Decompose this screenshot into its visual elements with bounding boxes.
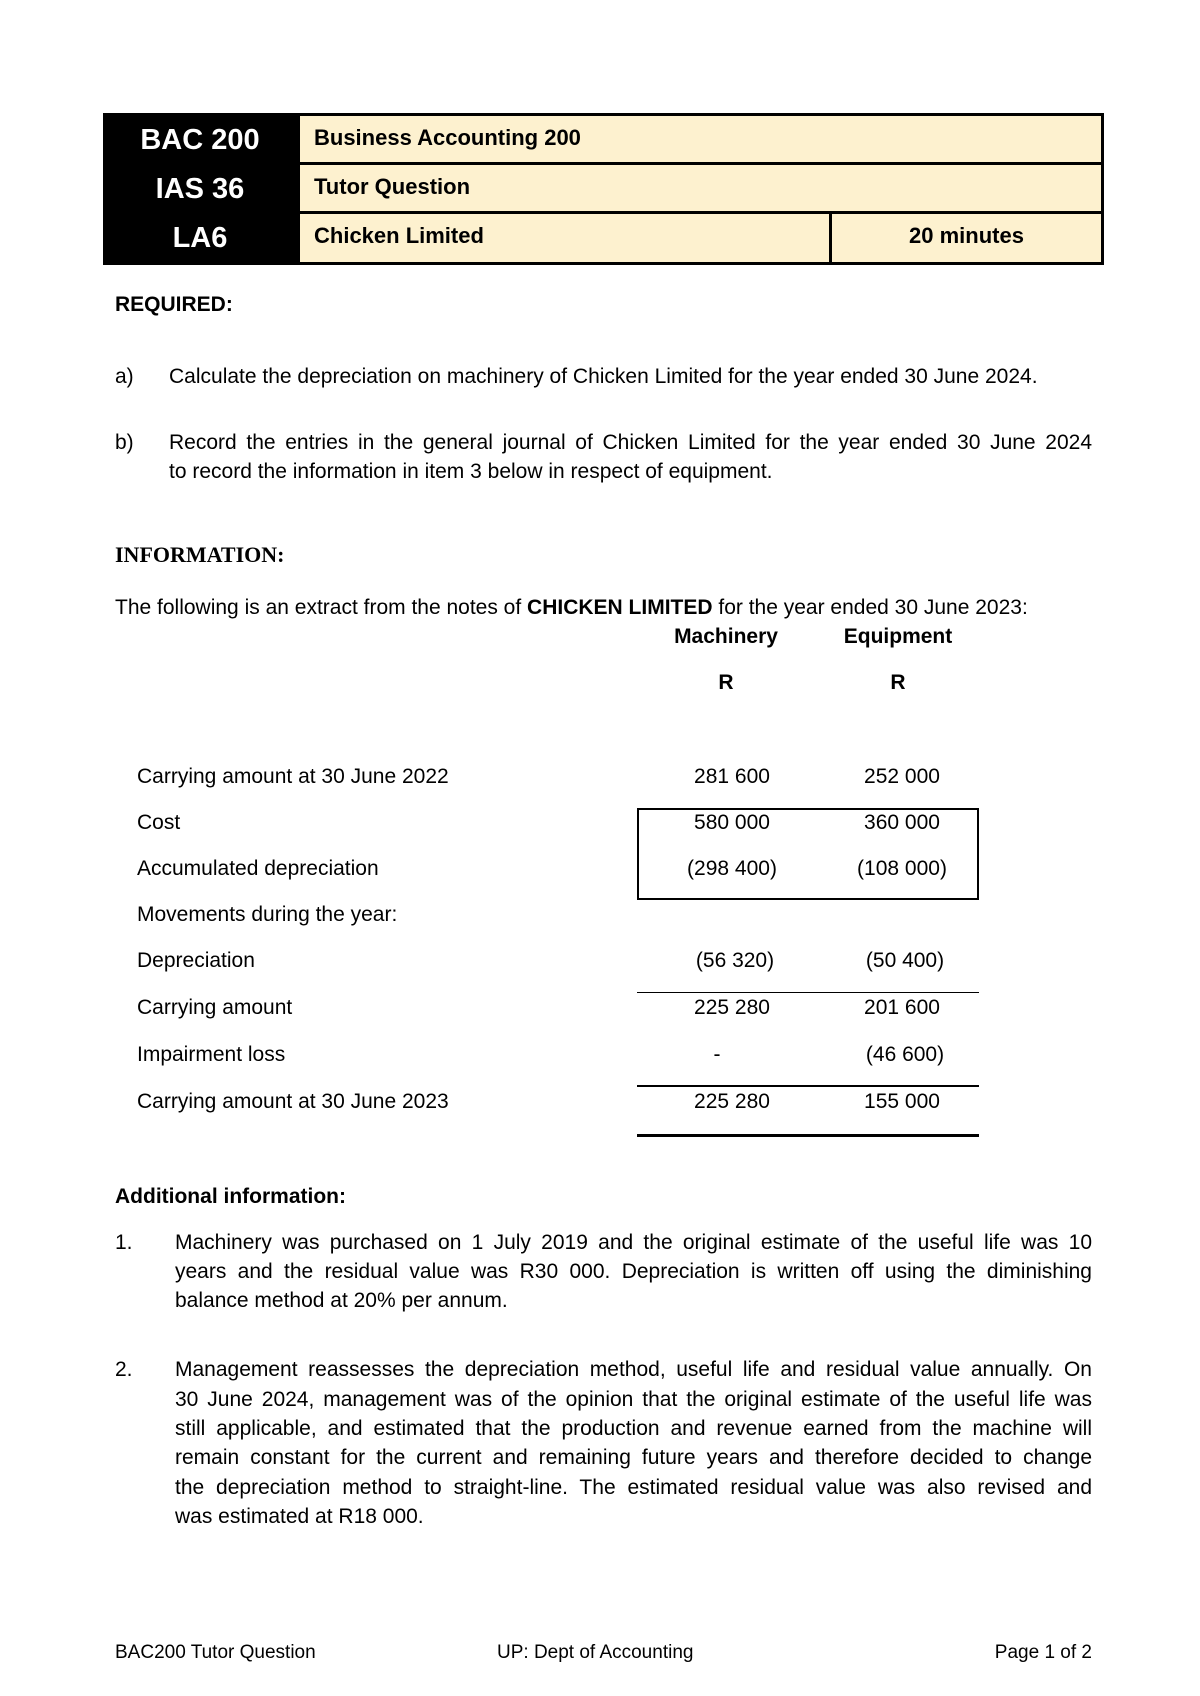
question-code: LA6 bbox=[172, 222, 228, 254]
required-text-a: Calculate the depreciation on machinery of Chicken Limited for the year ended 30 June 2024. bbox=[169, 365, 1038, 388]
additional-2-line4: remain constant for the current and remaining future years and therefore decided to change bbox=[175, 1446, 1092, 1469]
additional-1-line2: years and the residual value was R30 000. Depreciation is written off using the diminishing bbox=[175, 1260, 1092, 1283]
additional-1-line3: balance method at 20% per annum. bbox=[175, 1289, 508, 1312]
table-row-label: Movements during the year: bbox=[137, 903, 398, 926]
table-row-label: Carrying amount bbox=[137, 996, 293, 1019]
additional-2-line2: 30 June 2024, management was of the opinion that the original estimate of the useful life was bbox=[175, 1388, 1092, 1411]
double-total-rule bbox=[637, 1134, 979, 1137]
question-type bbox=[297, 162, 1104, 214]
required-label-a: a) bbox=[115, 365, 134, 388]
table-cell-equipment: 252 000 bbox=[864, 765, 940, 788]
table-cell-machinery: (298 400) bbox=[687, 857, 777, 880]
footer-page-number: Page 1 of 2 bbox=[994, 1642, 1092, 1663]
standard-code: IAS 36 bbox=[155, 173, 245, 205]
course-title: Business Accounting 200 bbox=[297, 113, 1104, 165]
table-row-label: Depreciation bbox=[137, 949, 255, 972]
table-cell-machinery: 225 280 bbox=[694, 1090, 770, 1113]
table-row-label: Impairment loss bbox=[137, 1043, 286, 1066]
information-heading: INFORMATION: bbox=[115, 542, 285, 567]
table-cell-machinery: 225 280 bbox=[694, 996, 770, 1019]
table-cell-equipment: 360 000 bbox=[864, 811, 940, 834]
additional-2-line1: Management reassesses the depreciation method, useful life and residual value annually. On bbox=[175, 1358, 1092, 1381]
table-cell-equipment: (108 000) bbox=[857, 857, 947, 880]
footer-center: UP: Dept of Accounting bbox=[497, 1642, 694, 1663]
table-row-label: Cost bbox=[137, 811, 181, 834]
course-code: BAC 200 bbox=[140, 124, 260, 156]
required-heading: REQUIRED: bbox=[115, 293, 233, 316]
table-row-label: Carrying amount at 30 June 2023 bbox=[137, 1090, 449, 1113]
intro-text-end: for the year ended 30 June 2023: bbox=[712, 596, 1028, 619]
table-cell-machinery: - bbox=[713, 1043, 721, 1066]
table-cell-machinery: (56 320) bbox=[695, 949, 775, 972]
table-row-label: Accumulated depreciation bbox=[137, 857, 379, 880]
company-name: Chicken Limited bbox=[297, 211, 832, 265]
additional-label-1: 1. bbox=[115, 1231, 133, 1254]
required-text-b-line1: Record the entries in the general journal of Chicken Limited for the year ended 30 June 2024 bbox=[169, 431, 1092, 454]
table-cell-equipment: (46 600) bbox=[865, 1043, 945, 1066]
footer-left: BAC200 Tutor Question bbox=[115, 1642, 316, 1663]
table-cell-machinery: 580 000 bbox=[694, 811, 770, 834]
intro-company-name: CHICKEN LIMITED bbox=[527, 596, 713, 619]
additional-heading: Additional information: bbox=[115, 1185, 346, 1208]
course-code-panel bbox=[103, 113, 297, 265]
required-label-b: b) bbox=[115, 431, 134, 454]
column-header-equipment: Equipment bbox=[843, 625, 953, 648]
additional-2-line3: still applicable, and estimated that the production and revenue earned from the machine will bbox=[175, 1417, 1092, 1440]
table-cell-equipment: 155 000 bbox=[864, 1090, 940, 1113]
column-currency-machinery: R bbox=[718, 671, 734, 694]
information-intro bbox=[115, 593, 1028, 623]
question-type-label: Tutor Question bbox=[314, 174, 471, 199]
header-block bbox=[103, 113, 1104, 265]
column-currency-equipment: R bbox=[890, 671, 906, 694]
table-cell-equipment: 201 600 bbox=[864, 996, 940, 1019]
table-cell-machinery: 281 600 bbox=[694, 765, 770, 788]
duration: 20 minutes bbox=[829, 211, 1104, 265]
additional-2-line5: the depreciation method to straight-line. The estimated residual value was also revised and bbox=[175, 1476, 1092, 1499]
column-header-machinery: Machinery bbox=[674, 625, 778, 648]
additional-label-2: 2. bbox=[115, 1358, 133, 1381]
additional-2-line6: was estimated at R18 000. bbox=[175, 1505, 424, 1528]
intro-text-start: The following is an extract from the notes of bbox=[115, 596, 528, 619]
table-row-label: Carrying amount at 30 June 2022 bbox=[137, 765, 449, 788]
additional-1-line1: Machinery was purchased on 1 July 2019 and the original estimate of the useful life was 10 bbox=[175, 1231, 1092, 1254]
table-cell-equipment: (50 400) bbox=[865, 949, 945, 972]
required-text-b-line2: to record the information in item 3 below in respect of equipment. bbox=[169, 460, 773, 483]
